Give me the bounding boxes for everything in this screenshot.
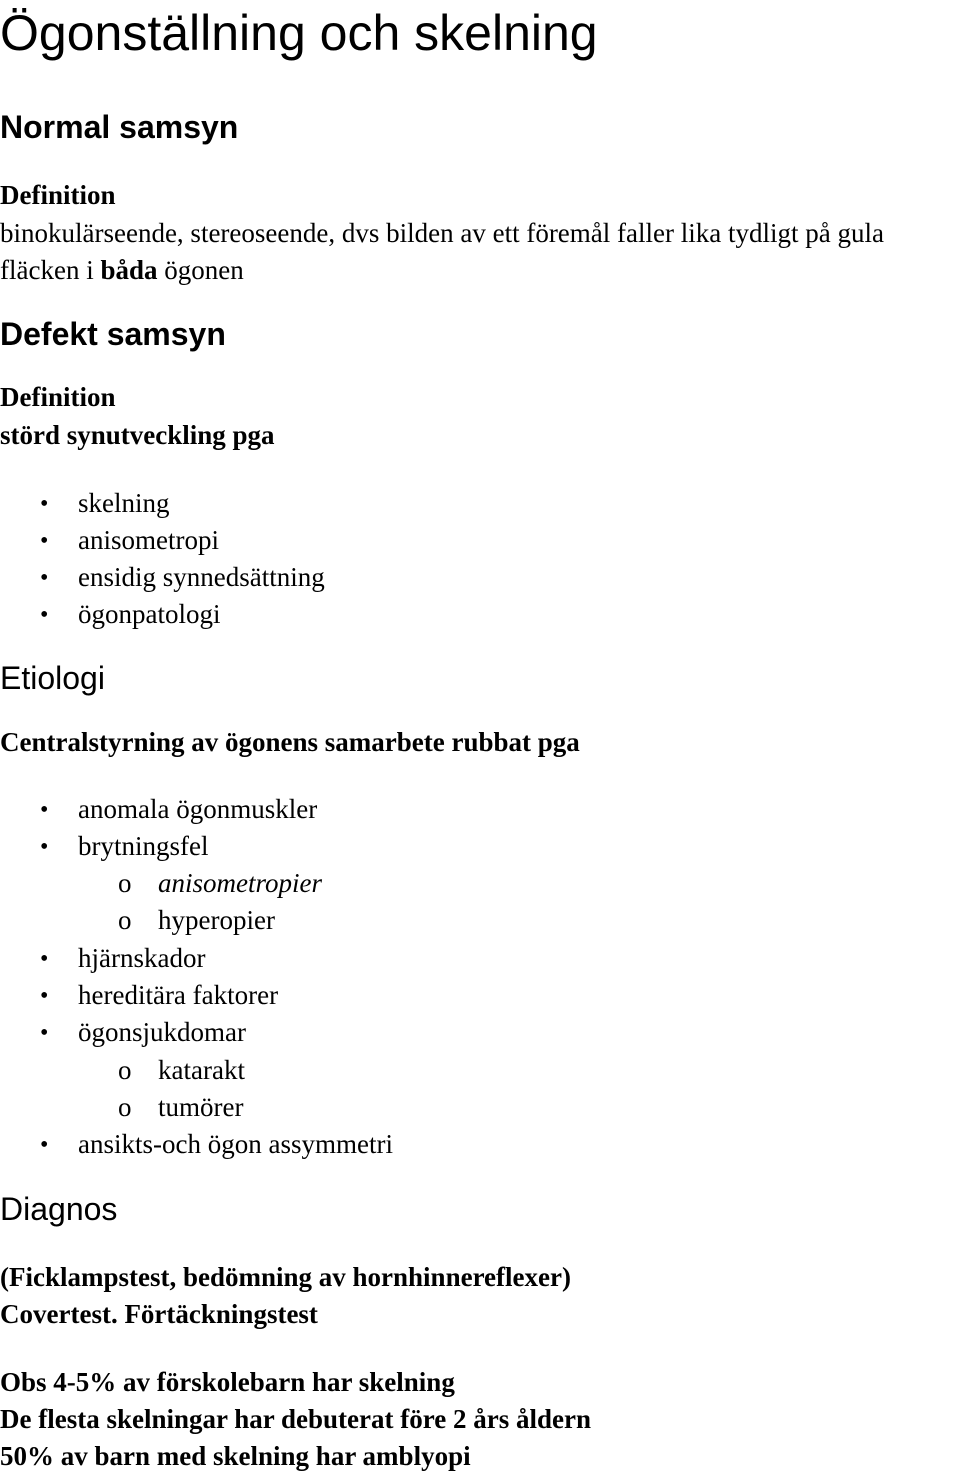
sub-list-item: katarakt [158,1055,245,1085]
bullet-icon: • [40,491,49,517]
list-item: hjärnskador [78,943,206,973]
note-line: Obs 4-5% av förskolebarn har skelning [0,1367,455,1397]
sub-bullet-icon: o [118,868,132,898]
sub-list-item: anisometropier [158,868,322,898]
bullet-icon: • [40,797,49,823]
note-line: De flesta skelningar har debuterat före 2 års åldern [0,1404,591,1434]
definition-text-line-1: binokulärseende, stereoseende, dvs bilden av ett föremål faller lika tydligt på gula [0,218,884,248]
emphasis-bada: båda [100,255,158,285]
definition-label: Definition [0,180,116,210]
list-item: ensidig synnedsättning [78,562,325,592]
bullet-icon: • [40,946,49,972]
definition-text-line-2: fläcken i båda ögonen [0,255,244,285]
diagnos-line-1: (Ficklampstest, bedömning av hornhinnereflexer) [0,1262,571,1292]
definition-label: Definition [0,382,116,412]
bullet-icon: • [40,1020,49,1046]
list-item: hereditära faktorer [78,980,279,1010]
list-item: ansikts-och ögon assymmetri [78,1129,393,1159]
sub-bullet-icon: o [118,905,132,935]
bullet-icon: • [40,565,49,591]
section-heading-defekt-samsyn: Defekt samsyn [0,316,226,352]
section-heading-diagnos: Diagnos [0,1191,118,1227]
sub-list-item: hyperopier [158,905,275,935]
list-item: ögonpatologi [78,599,221,629]
section-heading-normal-samsyn: Normal samsyn [0,109,239,145]
etiologi-intro: Centralstyrning av ögonens samarbete rubbat pga [0,727,580,757]
diagnos-line-2: Covertest. Förtäckningstest [0,1299,318,1329]
bullet-icon: • [40,834,49,860]
note-line: 50% av barn med skelning har amblyopi [0,1441,471,1471]
list-item: anisometropi [78,525,219,555]
sub-bullet-icon: o [118,1055,132,1085]
bullet-icon: • [40,602,49,628]
list-item: brytningsfel [78,831,209,861]
bullet-icon: • [40,528,49,554]
section-heading-etiologi: Etiologi [0,660,105,696]
definition-text: störd synutveckling pga [0,420,275,450]
page-title: Ögonställning och skelning [0,5,598,61]
list-item: anomala ögonmuskler [78,794,318,824]
bullet-icon: • [40,1132,49,1158]
bullet-icon: • [40,983,49,1009]
sub-list-item: tumörer [158,1092,244,1122]
list-item: ögonsjukdomar [78,1017,246,1047]
sub-bullet-icon: o [118,1092,132,1122]
list-item: skelning [78,488,170,518]
